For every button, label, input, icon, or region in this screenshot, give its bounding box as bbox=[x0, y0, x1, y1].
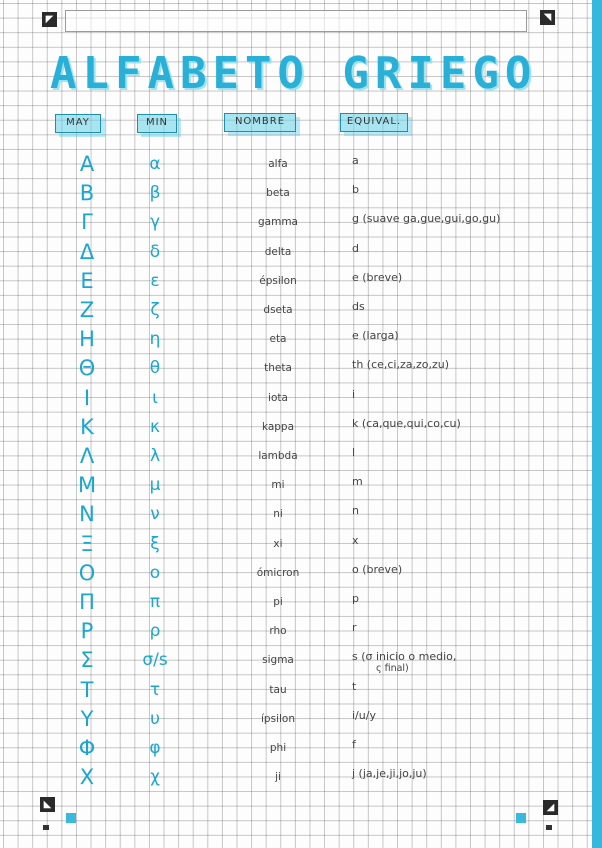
uppercase-letter: Ξ bbox=[80, 532, 94, 556]
letter-equivalent: th (ce,ci,za,zo,zu) bbox=[352, 358, 450, 371]
column-header-mayuscula: MAY bbox=[55, 114, 101, 133]
lowercase-letter: κ bbox=[149, 417, 161, 437]
letter-equivalent: i/u/y bbox=[352, 709, 376, 722]
letter-name: ji bbox=[275, 771, 281, 783]
lowercase-letter: τ bbox=[149, 680, 161, 700]
lowercase-letter: π bbox=[149, 592, 161, 612]
lowercase-letter: ι bbox=[152, 388, 158, 408]
uppercase-letter: Φ bbox=[78, 736, 96, 760]
letter-equivalent: d bbox=[352, 242, 359, 255]
letter-name: phi bbox=[269, 742, 287, 754]
letter-name: ni bbox=[273, 508, 283, 520]
letter-name: alfa bbox=[268, 158, 288, 170]
letter-equivalent: i bbox=[352, 388, 356, 401]
uppercase-letter: Δ bbox=[79, 240, 95, 264]
letter-equivalent: e (larga) bbox=[352, 329, 399, 342]
uppercase-letter: Ι bbox=[83, 386, 91, 410]
lowercase-letter: λ bbox=[149, 446, 161, 466]
lowercase-letter: ζ bbox=[150, 300, 160, 320]
letter-equivalent-note: ς final) bbox=[376, 663, 409, 674]
uppercase-letter: Θ bbox=[78, 356, 96, 380]
lowercase-letter: ο bbox=[149, 563, 161, 583]
uppercase-letter: Υ bbox=[80, 707, 94, 731]
lowercase-letter: χ bbox=[150, 767, 160, 787]
letter-equivalent: f bbox=[352, 738, 356, 751]
letter-name: tau bbox=[269, 684, 287, 696]
letter-equivalent: b bbox=[352, 183, 359, 196]
uppercase-letter: Τ bbox=[80, 678, 94, 702]
lowercase-letter: μ bbox=[149, 475, 161, 495]
letter-name: dseta bbox=[263, 304, 293, 316]
lowercase-letter: φ bbox=[149, 738, 161, 758]
corner-marker-icon: ◣ bbox=[40, 797, 55, 812]
letter-name: kappa bbox=[261, 421, 295, 433]
letter-name: pi bbox=[273, 596, 283, 608]
letter-name: rho bbox=[269, 625, 287, 637]
lowercase-letter: ρ bbox=[149, 621, 161, 641]
lowercase-letter: ξ bbox=[150, 534, 160, 554]
letter-equivalent: e (breve) bbox=[352, 271, 403, 284]
letter-equivalent: m bbox=[352, 475, 363, 488]
uppercase-letter: Ν bbox=[79, 502, 95, 526]
letter-name: sigma bbox=[262, 654, 294, 666]
letter-equivalent: r bbox=[352, 621, 357, 634]
uppercase-letter: Σ bbox=[80, 648, 94, 672]
letter-name: xi bbox=[273, 538, 283, 550]
lowercase-letter: ν bbox=[150, 504, 160, 524]
letter-equivalent: t bbox=[352, 680, 357, 693]
letter-equivalent: s (σ inicio o medio, bbox=[352, 650, 457, 663]
letter-name: eta bbox=[269, 333, 287, 345]
corner-marker-icon: ◢ bbox=[543, 800, 558, 815]
letter-equivalent: x bbox=[352, 534, 359, 547]
lowercase-letter: υ bbox=[150, 709, 160, 729]
uppercase-letter: Ζ bbox=[79, 298, 95, 322]
letter-equivalent: a bbox=[352, 154, 359, 167]
letter-name: delta bbox=[264, 246, 292, 258]
lowercase-letter: σ/s bbox=[142, 650, 168, 670]
letter-equivalent: j (ja,je,ji,jo,ju) bbox=[352, 767, 427, 780]
lowercase-letter: θ bbox=[149, 358, 161, 378]
lowercase-letter: ε bbox=[150, 271, 160, 291]
uppercase-letter: Ο bbox=[78, 561, 96, 585]
letter-name: lambda bbox=[258, 450, 298, 462]
lowercase-letter: η bbox=[149, 329, 161, 349]
uppercase-letter: Α bbox=[79, 152, 95, 176]
uppercase-letter: Χ bbox=[79, 765, 95, 789]
letter-name: épsilon bbox=[259, 275, 297, 287]
uppercase-letter: Κ bbox=[80, 415, 94, 439]
letter-name: gamma bbox=[258, 216, 298, 228]
letter-equivalent: n bbox=[352, 504, 359, 517]
letter-equivalent: ds bbox=[352, 300, 365, 313]
column-header-nombre: NOMBRE bbox=[224, 113, 296, 132]
uppercase-letter: Π bbox=[79, 590, 95, 614]
uppercase-letter: Η bbox=[79, 327, 95, 351]
uppercase-letter: Ε bbox=[80, 269, 94, 293]
uppercase-letter: Β bbox=[79, 181, 95, 205]
corner-marker-icon: ◥ bbox=[540, 10, 555, 25]
lowercase-letter: β bbox=[149, 183, 161, 203]
uppercase-letter: Γ bbox=[81, 210, 93, 234]
letter-name: beta bbox=[266, 187, 290, 199]
letter-name: ípsilon bbox=[261, 713, 295, 725]
uppercase-letter: Μ bbox=[77, 473, 97, 497]
page-title: ALFABETO GRIEGO bbox=[50, 48, 538, 99]
letter-name: iota bbox=[268, 392, 288, 404]
lowercase-letter: δ bbox=[149, 242, 161, 262]
letter-name: ómicron bbox=[256, 567, 300, 579]
letter-name: mi bbox=[271, 479, 285, 491]
uppercase-letter: Λ bbox=[79, 444, 95, 468]
column-header-minuscula: MIN bbox=[137, 114, 177, 133]
uppercase-letter: Ρ bbox=[80, 619, 94, 643]
lowercase-letter: γ bbox=[149, 212, 161, 232]
letter-equivalent: g (suave ga,gue,gui,go,gu) bbox=[352, 212, 501, 225]
letter-equivalent: o (breve) bbox=[352, 563, 403, 576]
column-header-equivalencia: EQUIVAL. bbox=[340, 113, 408, 132]
corner-marker-icon: ◤ bbox=[42, 12, 57, 27]
letter-equivalent: p bbox=[352, 592, 359, 605]
letter-name: theta bbox=[264, 362, 292, 374]
letter-equivalent: k (ca,que,qui,co,cu) bbox=[352, 417, 461, 430]
lowercase-letter: α bbox=[149, 154, 161, 174]
letter-equivalent: l bbox=[352, 446, 356, 459]
